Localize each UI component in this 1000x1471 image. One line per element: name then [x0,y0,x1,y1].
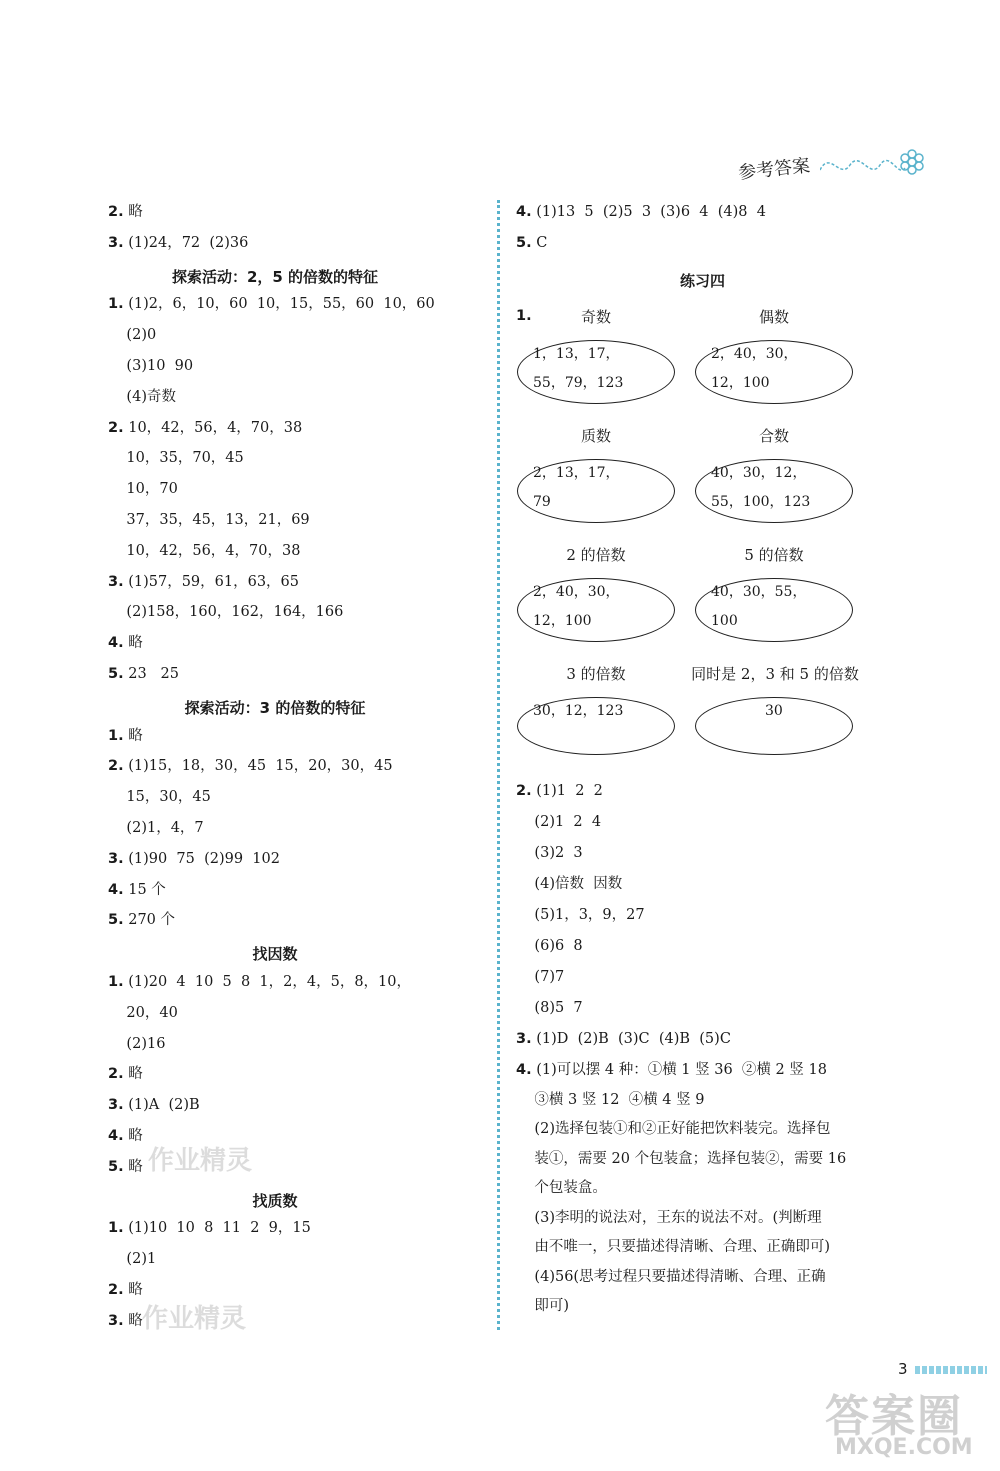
answer-text: (6)6 8 [516,938,583,954]
set-members-line: 55，79，123 [533,375,624,391]
answer-line [108,910,175,930]
answer-text: 略 [123,1312,143,1329]
answer-line [516,1237,830,1257]
answer-line [516,1090,704,1110]
answer-text: 270 个 [123,912,176,929]
stamp-mark: 作业精灵 [148,1146,253,1176]
section-title: 找因数 [252,945,298,964]
section-title: 探索活动：2，5 的倍数的特征 [171,267,379,286]
answer-text: 略 [123,1128,143,1144]
answer-text: (1)24，72 (2)36 [123,234,249,251]
set-label: 偶数 [758,308,789,326]
set-members-line: 12，100 [711,375,770,391]
answer-line [108,972,411,992]
answer-line [108,510,310,530]
answer-text: 由不唯一，只要描述得清晰、合理、正确即可) [516,1239,831,1255]
answer-text: 20，40 [108,1004,178,1021]
site-watermark [825,1380,995,1465]
answer-line [108,787,211,807]
answer-line [516,1060,827,1080]
answer-line [516,1296,569,1316]
answer-text: 略 [123,1282,143,1298]
answer-line [516,1267,826,1287]
set-label: 2 的倍数 [566,546,626,564]
answer-line [108,233,248,253]
answer-line [108,541,300,561]
item-number: 3. [108,1312,124,1329]
item-number: 4. [516,1062,532,1078]
item-number: 5. [516,234,532,251]
set-members-line: 30，12，123 [533,703,624,719]
answer-line [108,387,176,407]
answer-line [516,202,766,222]
answer-line [108,1280,143,1300]
set-label: 5 的倍数 [744,546,804,564]
answer-line [516,967,564,987]
set-label: 同时是 2，3 和 5 的倍数 [691,665,859,683]
answer-line [108,202,143,222]
answer-line [108,479,178,499]
answer-line [108,294,435,314]
page-number: 3 [898,1360,908,1378]
answer-text: 10，42，56，4，70，38 [123,419,303,436]
answer-text: 10，35，70，45 [108,450,244,467]
answer-line [516,233,547,253]
item-number: 1. [516,308,532,324]
set-members-line: 40，30，55， [711,584,807,600]
answer-line [108,1311,143,1331]
answer-line [516,936,583,956]
answer-line [108,448,244,468]
answer-text: 略 [123,1066,143,1083]
answer-text: (4)奇数 [108,388,176,405]
item-number: 4. [108,881,124,898]
answer-text: (8)5 7 [516,1000,583,1016]
answer-line [108,356,193,376]
answer-line [516,874,622,894]
answer-text: 略 [123,204,143,220]
answer-text: (1)2，6，10，60 10，15，55，60 10，60 [123,296,435,313]
section-title: 探索活动：3 的倍数的特征 [184,698,366,717]
answer-text: (7)7 [516,969,565,985]
answer-line [516,905,645,925]
item-number: 2. [108,1282,124,1298]
set-label: 合数 [758,427,789,445]
answer-line [108,1034,165,1054]
answer-line [516,1208,822,1228]
answer-text: (3)李明的说法对，王东的说法不对。(判断理 [516,1209,822,1226]
answer-text: (4)倍数 因数 [516,876,623,892]
set-label: 奇数 [580,308,611,326]
set-members-line: 12，100 [533,613,592,629]
answer-line [108,1157,143,1177]
answer-text: 15，30，45 [108,789,211,806]
item-number: 4. [108,635,124,652]
set-label: 3 的倍数 [566,665,626,683]
item-number: 5. [108,666,124,682]
answer-line [108,325,156,345]
answer-text: (2)1 [108,1251,157,1268]
answer-line [516,843,583,863]
exercise-title: 练习四 [680,272,726,290]
set-members-line: 2，13，17， [533,465,620,481]
answer-text: 10，70 [108,481,178,498]
item-number: 3. [108,1097,124,1114]
answer-line [516,781,603,801]
answer-text: (2)1，4，7 [108,820,204,836]
answer-line [516,812,601,832]
watermark-logo: 答案圈 [825,1391,963,1442]
answer-line [108,1218,311,1238]
answer-text: (1)A (2)B [123,1097,200,1114]
item-number: 1. [108,974,124,990]
set-members-line: 30 [765,703,783,719]
item-number: 1. [108,1220,124,1237]
answer-text: (4)56(思考过程只要描述得清晰、合理、正确 [516,1268,826,1285]
stamp-mark: 作业精灵 [142,1304,247,1334]
answer-line [108,726,143,746]
answer-line [108,1064,143,1084]
answer-text: (1)90 75 (2)99 102 [123,850,280,867]
column-divider [497,200,500,1330]
flower-swirl-icon [820,140,930,190]
answer-text: 10，42，56，4，70，38 [108,542,301,559]
item-number: 2. [108,204,124,220]
item-number: 1. [108,727,124,744]
answer-text: 即可) [516,1298,570,1314]
answer-line [108,880,166,900]
answer-line [108,756,393,776]
set-members-line: 2，40，30， [711,346,798,362]
answer-text: 个包装盒。 [516,1180,607,1196]
item-number: 3. [108,573,124,590]
set-members-line: 100 [711,613,738,629]
set-members-line: 79 [533,494,551,510]
item-number: 3. [108,850,124,867]
answer-line [516,1149,846,1169]
answer-line [108,602,343,622]
header-title: 参考答案 [737,155,812,184]
answer-line [516,998,583,1018]
item-number: 4. [108,1128,124,1144]
item-number: 5. [108,1158,124,1175]
answer-line [516,1119,830,1139]
set-members-line: 40，30，12， [711,465,807,481]
set-members-line: 2，40，30， [533,584,620,600]
item-number: 1. [108,296,124,313]
item-number: 5. [108,912,124,929]
answer-text: (1)13 5 (2)5 3 (3)6 4 (4)8 4 [531,204,766,220]
answer-text: (1)15，18，30，45 15，20，30，45 [123,758,393,775]
answer-text: (1)1 2 2 [531,783,603,799]
set-members-line: 55，100，123 [711,494,811,510]
answer-line [108,1003,178,1023]
answer-line [108,633,143,653]
page-number-bar [915,1366,987,1374]
set-label: 质数 [580,427,611,445]
answer-text: ③横 3 竖 12 ④横 4 竖 9 [516,1091,705,1108]
answer-text: (2)选择包装①和②正好能把饮料装完。选择包 [516,1121,831,1137]
watermark-url: MXQE.COM [835,1435,973,1460]
answer-line [108,572,299,592]
answer-line [108,1126,143,1146]
answer-text: (3)10 90 [108,358,194,374]
answer-text: (1)D (2)B (3)C (4)B (5)C [531,1031,731,1047]
item-number: 2. [516,783,532,799]
item-number: 3. [516,1031,532,1047]
answer-text: 略 [123,727,143,744]
answer-line [108,1249,156,1269]
answer-text: 37，35，45，13，21，69 [108,512,310,528]
answer-line [516,1178,607,1198]
answer-text: (2)16 [108,1035,166,1052]
section-title: 找质数 [252,1191,298,1210]
answer-text: 装①，需要 20 个包装盒；选择包装②，需要 16 [516,1150,847,1167]
answer-text: C [531,234,548,251]
item-number: 2. [108,758,124,775]
answer-text: (2)1 2 4 [516,814,602,830]
answer-text: (5)1，3，9，27 [516,907,645,923]
answer-text: (2)158，160，162，164，166 [108,604,344,621]
item-number: 4. [516,204,532,220]
answer-line [108,418,302,438]
item-number: 2. [108,1066,124,1083]
answer-text: 15 个 [123,881,166,898]
item-number: 3. [108,234,124,251]
answer-text: 23 25 [123,666,179,682]
answer-line [108,1095,200,1115]
set-members-line: 1，13，17， [533,346,620,362]
answer-line [108,664,179,684]
answer-text: 略 [123,635,143,652]
answer-text: (2)0 [108,327,157,344]
answer-text: (1)57，59，61，63，65 [123,573,300,590]
item-number: 2. [108,419,124,436]
answer-line [108,849,280,869]
answer-line [516,1029,731,1049]
answer-text: (1)20 4 10 5 8 1，2，4，5，8，10， [123,974,412,990]
answer-text: (1)可以摆 4 种：①横 1 竖 36 ②横 2 竖 18 [531,1062,827,1078]
answer-line [108,818,204,838]
answer-text: (1)10 10 8 11 2 9，15 [123,1220,311,1237]
answer-text: (3)2 3 [516,845,583,861]
answer-text: 略 [123,1158,143,1175]
